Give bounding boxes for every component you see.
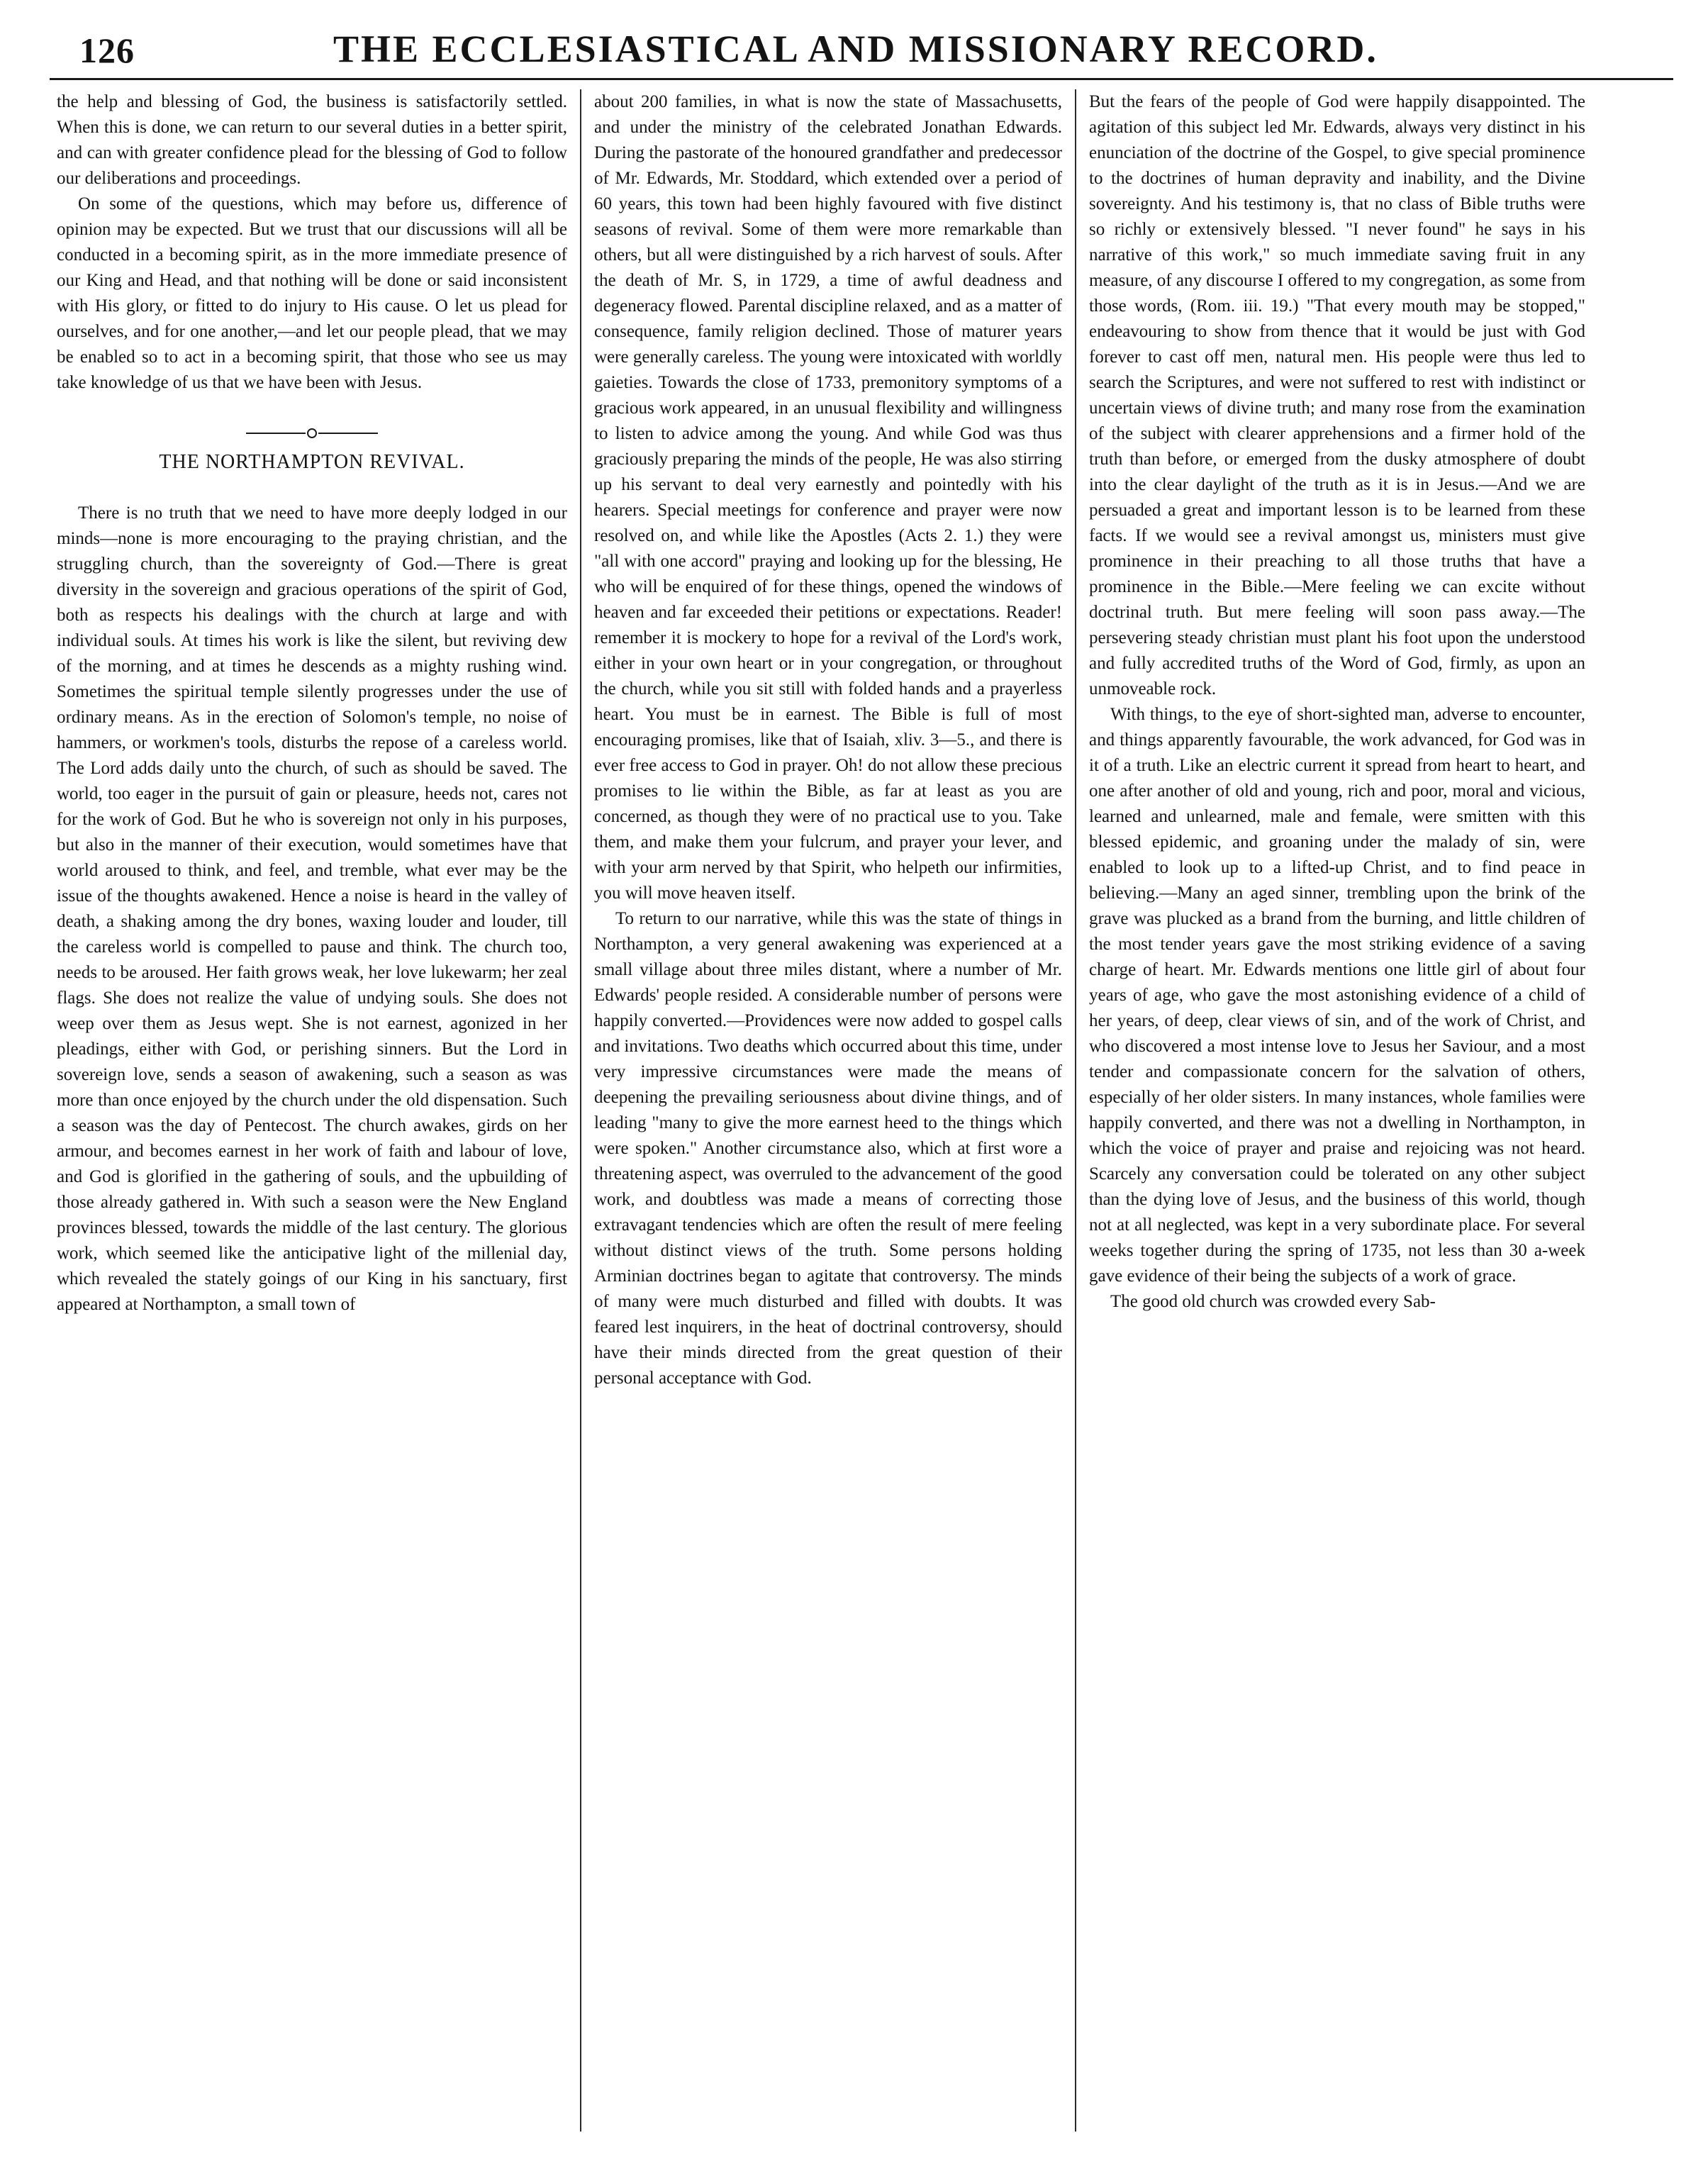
column-3: [1089, 89, 1585, 2132]
header-rule: [50, 78, 1673, 80]
paragraph: But the fears of the people of God were happily disappointed. The agitation of this subject led Mr. Edwards, always very distinct in his enunciation of the doctrine of the Gospel, to give special prominence to the doctrines of human depravity and inability, and the Divine sovereignty. And his testimony is, that no class of Bible truths were so richly or extensively blessed. "I never found" he says in his narrative of this work," so much immediate saving fruit in any measure, of any discourse I offered to my congregation, as some from those words, (Rom. iii. 19.) "That every mouth may be stopped," endeavouring to show from thence that it would be just with God forever to cast off men, natural men. His people were thus led to search the Scriptures, and were not suffered to rest with indistinct or uncertain views of divine truth; and many rose from the examination of the subject with clearer apprehensions and a firmer hold of the truth than before, or emerged from the dusky atmosphere of doubt into the clear daylight of the truth as it is in Jesus.—And we are persuaded a great and important lesson is to be learned from these facts. If we would see a revival amongst us, ministers must give prominence in their preaching to all those truths that have a prominence in the Bible.—Mere feeling we can excite without doctrinal truth. But mere feeling will soon pass away.—The persevering steady christian must plant his foot upon the understood and fully accredited truths of the Word of God, firmly, as upon an unmoveable rock.: [1089, 92, 1585, 698]
section-heading: THE NORTHAMPTON REVIVAL.: [159, 451, 465, 473]
column-1: [57, 89, 567, 2132]
page-number: 126: [79, 30, 135, 70]
paragraph: the help and blessing of God, the business is satisfactorily settled. When this is done, we can return to our several duties in a better spirit, and can with greater confidence plead for the blessing of God to follow our deliberations and proceedings.: [57, 92, 567, 188]
column-divider-1: [580, 89, 581, 2132]
paragraph: about 200 families, in what is now the state of Massachusetts, and under the ministry of the celebrated Jonathan Edwards. During the pastorate of the honoured grandfather and predecessor of Mr. Edwards, Mr. Stoddard, which extended over a period of 60 years, this town had been highly favoured with five distinct seasons of revival. Some of them were more remarkable than others, but all were distinguished by a rich harvest of souls. After the death of Mr. S, in 1729, a time of awful deadness and degeneracy flowed. Parental discipline relaxed, and as a matter of consequence, family religion declined. Those of maturer years were generally careless. The young were intoxicated with worldly gaieties. Towards the close of 1733, premonitory symptoms of a gracious work appeared, in an unusual flexibility and willingness to listen to advice among the young. And while God was thus graciously preparing the minds of the people, He was also stirring up his servant to deal very earnestly and pointedly with his hearers. Special meetings for conference and prayer were now resolved on, and while like the Apostles (Acts 2. 1.) they were "all with one accord" praying and looking up for the blessing, He who will be enquired of for these things, opened the windows of heaven and far exceeded their petitions or expectations. Reader! remember it is mockery to hope for a revival of the Lord's work, either in your own heart or in your congregation, or throughout the church, while you sit still with folded hands and a prayerless heart. You must be in earnest. The Bible is full of most encouraging promises, like that of Isaiah, xliv. 3—5., and there is ever free access to God in prayer. Oh! do not allow these precious promises to lie within the Bible, as far at least as you are concerned, as though they were of no practical use to you. Take them, and make them your fulcrum, and prayer your lever, and with your arm nerved by that Spirit, who helpeth our infirmities, you will move heaven itself.: [594, 92, 1062, 903]
paragraph: On some of the questions, which may before us, difference of opinion may be expected. But we trust that our discussions will all be conducted in a becoming spirit, as in the more immediate presence of our King and Head, and that nothing will be done or said inconsistent with His glory, or fitted to do injury to His cause. O let us plead for ourselves, and for one another,—and let our people plead, that we may be enabled so to act in a becoming spirit, that those who see us may take knowledge of us that we have been with Jesus.: [57, 194, 567, 392]
column-divider-2: [1075, 89, 1076, 2132]
section-divider-ornament: [57, 420, 567, 428]
paragraph: To return to our narrative, while this was the state of things in Northampton, a very general awakening was experienced at a small village about three miles distant, where a number of Mr. Edwards' people resided. A considerable number of persons were happily converted.—Providences were now added to gospel calls and invitations. Two deaths which occurred about this time, under very impressive circumstances were made the means of deepening the prevailing seriousness about divine things, and of leading "many to give the more earnest heed to the things which were spoken." Another circumstance also, which at first wore a threatening aspect, was overruled to the advancement of the good work, and doubtless was made a means of correcting those extravagant tendencies which are often the result of mere feeling without distinct views of the truth. Some persons holding Arminian doctrines began to agitate that controversy. The minds of many were much disturbed and filled with doubts. It was feared lest inquirers, in the heat of doctrinal controversy, should have their minds directed from the great question of their personal acceptance with God.: [594, 909, 1062, 1388]
paragraph: There is no truth that we need to have more deeply lodged in our minds—none is more encouraging to the praying christian, and the struggling church, than the sovereignty of God.—There is great diversity in the sovereign and gracious operations of the spirit of God, both as respects his dealings with the church at large and with individual souls. At times his work is like the silent, but reviving dew of the morning, and at times he descends as a mighty rushing wind. Sometimes the spiritual temple silently progresses under the use of ordinary means. As in the erection of Solomon's temple, no noise of hammers, or workmen's tools, disturbs the repose of a careless world. The Lord adds daily unto the church, of such as should be saved. The world, too eager in the pursuit of gain or pleasure, heeds not, cares not for the work of God. But he who is sovereign not only in his purposes, but also in the manner of their execution, would sometimes have that world aroused to think, and feel, and tremble, what ever may be the issue of the thoughts awakened. Hence a noise is heard in the valley of death, a shaking among the dry bones, waxing louder and louder, till the careless world is compelled to pause and think. The church too, needs to be aroused. Her faith grows weak, her love lukewarm; her zeal flags. She does not realize the value of undying souls. She does not weep over them as Jesus wept. She is not earnest, agonized in her pleadings, either with God, or perishing sinners. But the Lord in sovereign love, sends a season of awakening, such a season as was more than once enjoyed by the church under the old dispensation. Such a season was the day of Pentecost. The church awakes, girds on her armour, and becomes earnest in her work of faith and labour of love, and God is glorified in the gathering of souls, and the upbuilding of those already gathered in. With such a season were the New England provinces blessed, towards the middle of the last century. The glorious work, which seemed like the anticipative light of the millenial day, which revealed the stately goings of our King in his sanctuary, first appeared at Northampton, a small town of: [57, 503, 567, 1314]
running-title: THE ECCLESIASTICAL AND MISSIONARY RECORD.: [333, 28, 1378, 70]
paragraph: The good old church was crowded every Sab-: [1110, 1292, 1436, 1311]
paragraph: With things, to the eye of short-sighted man, adverse to encounter, and things apparently favourable, the work advanced, for God was in it of a truth. Like an electric current it spread from heart to heart, and one after another of old and young, rich and poor, moral and vicious, learned and unlearned, male and female, were smitten with this blessed epidemic, and groaning under the malady of sin, were enabled to look up to a lifted-up Christ, and to find peace in believing.—Many an aged sinner, trembling upon the brink of the grave was plucked as a brand from the burning, and little children of the most tender years gave the most striking evidence of a saving charge of heart. Mr. Edwards mentions one little girl of about four years of age, who gave the most astonishing evidence of a child of her years, of deep, clear views of sin, and of the work of Christ, and who discovered a most intense love to Jesus her Saviour, and a most tender and compassionate concern for the salvation of others, especially of her older sisters. In many instances, whole families were happily converted, and there was not a dwelling in Northampton, in which the voice of prayer and praise and rejoicing was not heard. Scarcely any conversation could be tolerated on any other subject than the dying love of Jesus, and the business of this world, though not at all neglected, was kept in a very subordinate place. For several weeks together during the spring of 1735, not less than 30 a-week gave evidence of their being the subjects of a work of grace.: [1089, 705, 1585, 1286]
column-2: [594, 89, 1062, 2132]
